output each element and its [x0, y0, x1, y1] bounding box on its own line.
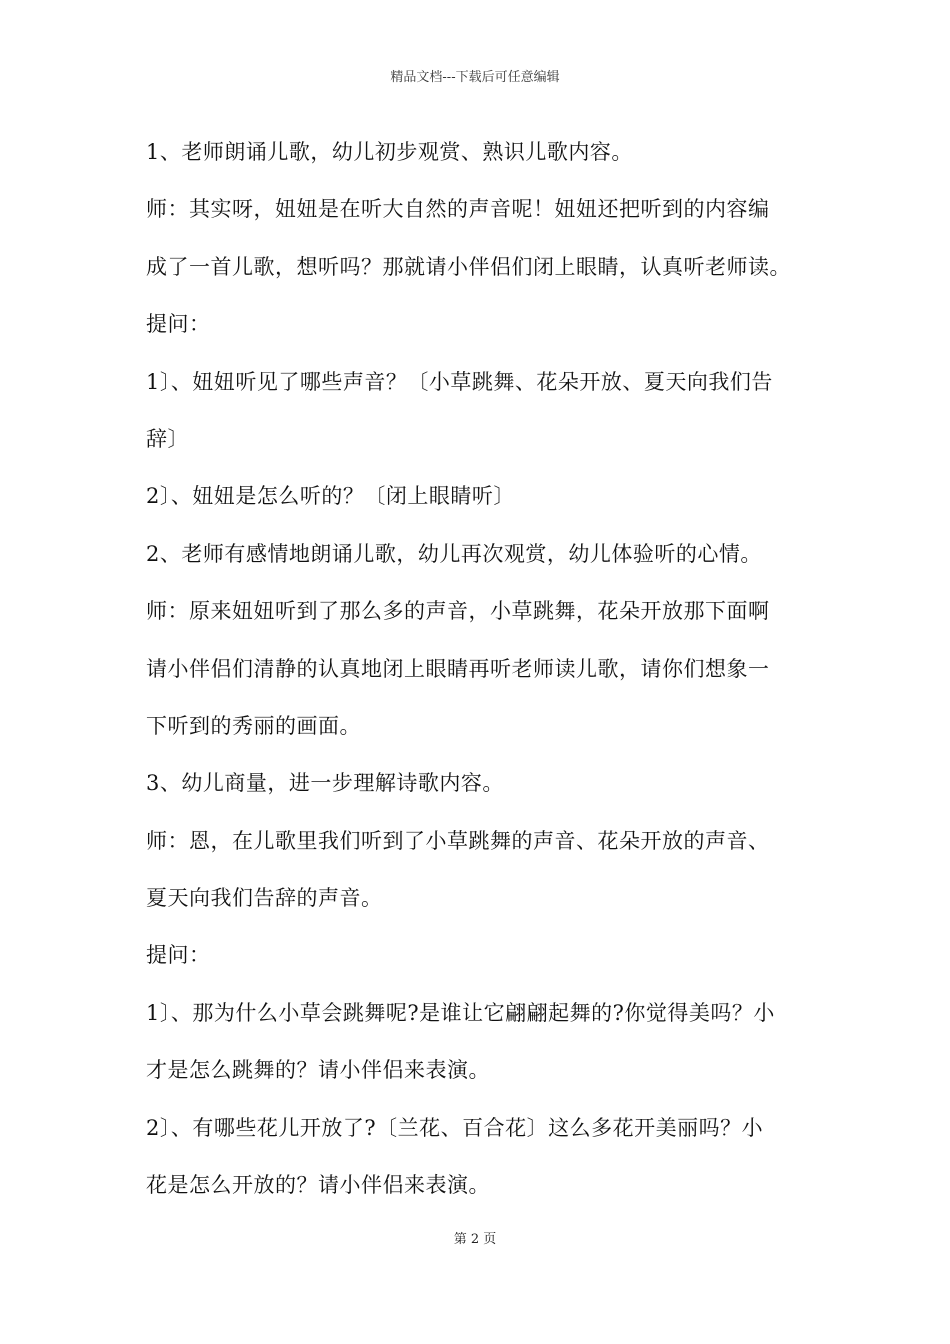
- text-line: 提问：: [146, 312, 211, 337]
- text-line: 3、幼儿商量，进一步理解诗歌内容。: [146, 771, 504, 796]
- text-line: 花是怎么开放的？请小伴侣来表演。: [146, 1173, 490, 1198]
- text-line: 2、老师有感情地朗诵儿歌，幼儿再次观赏，幼儿体验听的心情。: [146, 541, 762, 566]
- text-line: 下听到的秀丽的画面。: [146, 713, 361, 738]
- text-line: 夏天向我们告辞的声音。: [146, 886, 383, 911]
- page-header: 精品文档---下载后可任意编辑: [390, 70, 560, 85]
- text-line: 成了一首儿歌，想听吗？那就请小伴侣们闭上眼睛，认真听老师读。: [146, 254, 791, 279]
- text-line: 师：原来妞妞听到了那么多的声音，小草跳舞，花朵开放那下面啊: [146, 599, 770, 624]
- text-line: 提问：: [146, 943, 211, 968]
- text-line: 1〕、那为什么小草会跳舞呢?是谁让它翩翩起舞的?你觉得美吗？小: [146, 1000, 775, 1025]
- text-line: 2〕、妞妞是怎么听的？〔闭上眼睛听〕: [146, 484, 515, 509]
- text-line: 师：恩，在儿歌里我们听到了小草跳舞的声音、花朵开放的声音、: [146, 828, 770, 853]
- text-line: 才是怎么跳舞的？请小伴侣来表演。: [146, 1058, 490, 1083]
- text-line: 2〕、有哪些花儿开放了?〔兰花、百合花〕这么多花开美丽吗？小: [146, 1115, 764, 1140]
- document-body: [146, 132, 810, 1222]
- text-line: 请小伴侣们清静的认真地闭上眼睛再听老师读儿歌，请你们想象一: [146, 656, 770, 681]
- page-footer: 第 2 页: [453, 1232, 497, 1247]
- text-line: 1〕、妞妞听见了哪些声音？〔小草跳舞、花朵开放、夏天向我们告: [146, 369, 773, 394]
- text-line: 辞〕: [146, 426, 189, 451]
- text-line: 1、老师朗诵儿歌，幼儿初步观赏、熟识儿歌内容。: [146, 140, 633, 164]
- text-line: 师：其实呀，妞妞是在听大自然的声音呢！妞妞还把听到的内容编: [146, 197, 770, 222]
